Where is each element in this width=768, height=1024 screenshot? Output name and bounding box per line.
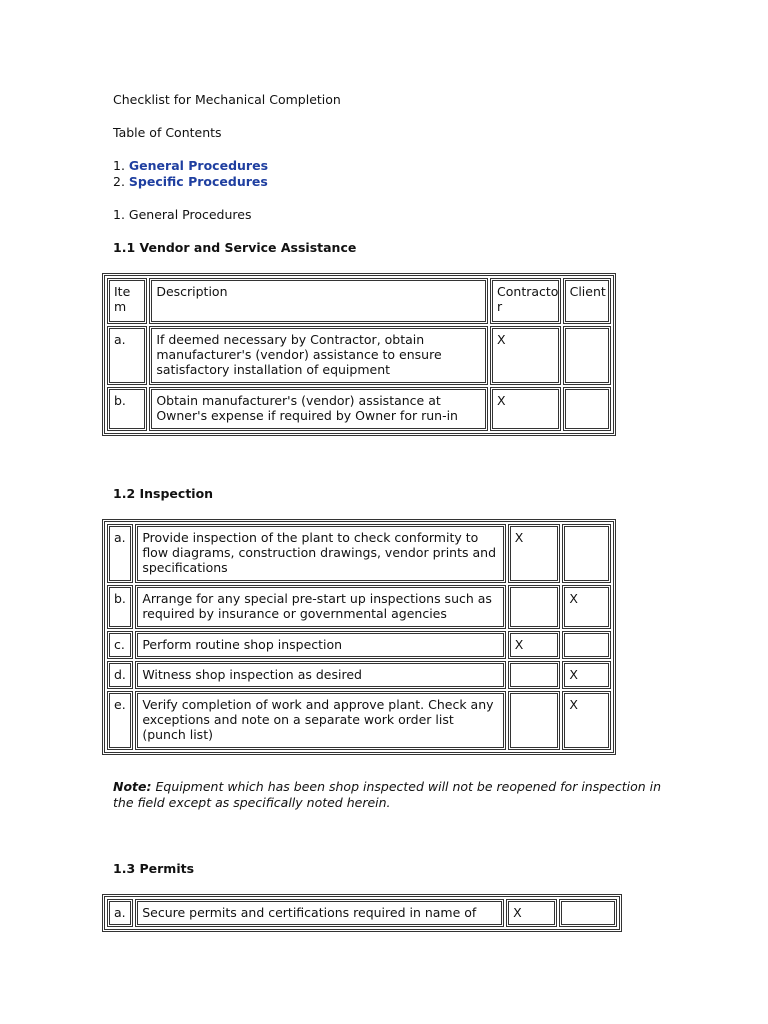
header-description: Description	[149, 278, 488, 324]
header-client: Client	[563, 278, 611, 324]
row-contractor-mark: X	[490, 326, 561, 385]
toc-item[interactable]	[113, 174, 268, 190]
row-item: a.	[107, 899, 133, 927]
table-of-contents	[113, 158, 268, 190]
row-description: Witness shop inspection as desired	[135, 661, 505, 689]
row-client-mark	[563, 387, 611, 431]
inspection-table	[102, 519, 616, 755]
toc-number: 1.	[113, 158, 125, 173]
row-client-mark	[563, 326, 611, 385]
row-client-mark: X	[562, 661, 611, 689]
section-1-2-heading: 1.2 Inspection	[113, 486, 214, 501]
vendor-assistance-table	[102, 273, 616, 436]
table-row	[107, 387, 611, 431]
row-description: If deemed necessary by Contractor, obtain manufacturer's (vendor) assistance to ensure satisfactory installation of equipment	[149, 326, 488, 385]
row-client-mark	[562, 631, 611, 659]
row-description: Verify completion of work and approve plant. Check any exceptions and note on a separate work order list (punch list)	[135, 691, 505, 750]
row-item: d.	[107, 661, 133, 689]
row-contractor-mark: X	[506, 899, 556, 927]
header-contractor: Contracto r	[490, 278, 561, 324]
table-row	[107, 524, 611, 583]
row-description: Perform routine shop inspection	[135, 631, 505, 659]
table-row	[107, 691, 611, 750]
table-header-row	[107, 278, 611, 324]
row-description: Provide inspection of the plant to check conformity to flow diagrams, construction drawings, vendor prints and specifications	[135, 524, 505, 583]
note-label: Note:	[113, 779, 152, 794]
row-client-mark: X	[562, 585, 611, 629]
toc-link-general-procedures[interactable]: General Procedures	[128, 158, 269, 173]
row-client-mark	[562, 524, 611, 583]
toc-link-specific-procedures[interactable]: Specific Procedures	[128, 174, 268, 189]
note-text: Equipment which has been shop inspected will not be reopened for inspection in the field except as specifically noted herein.	[113, 779, 662, 810]
section-1-3-heading: 1.3 Permits	[113, 861, 195, 876]
row-contractor-mark	[508, 691, 561, 750]
table-row	[107, 326, 611, 385]
inspection-note	[113, 779, 673, 811]
header-item: Ite m	[107, 278, 147, 324]
toc-heading: Table of Contents	[113, 125, 222, 140]
row-contractor-mark	[508, 585, 561, 629]
section-1-heading: 1. General Procedures	[113, 207, 252, 222]
table-row	[107, 899, 617, 927]
table-row	[107, 661, 611, 689]
row-item: e.	[107, 691, 133, 750]
row-client-mark: X	[562, 691, 611, 750]
row-contractor-mark: X	[508, 524, 561, 583]
row-item: b.	[107, 585, 133, 629]
toc-number: 2.	[113, 174, 125, 189]
row-contractor-mark	[508, 661, 561, 689]
table-row	[107, 631, 611, 659]
permits-table	[102, 894, 622, 932]
row-contractor-mark: X	[508, 631, 561, 659]
row-item: b.	[107, 387, 147, 431]
document-title: Checklist for Mechanical Completion	[113, 92, 341, 107]
table-row	[107, 585, 611, 629]
row-item: a.	[107, 326, 147, 385]
row-item: a.	[107, 524, 133, 583]
row-description: Secure permits and certifications required in name of	[135, 899, 504, 927]
row-description: Arrange for any special pre-start up inspections such as required by insurance or governmental agencies	[135, 585, 505, 629]
row-description: Obtain manufacturer's (vendor) assistance at Owner's expense if required by Owner for run-in	[149, 387, 488, 431]
row-client-mark	[559, 899, 617, 927]
row-contractor-mark: X	[490, 387, 561, 431]
section-1-1-heading: 1.1 Vendor and Service Assistance	[113, 240, 357, 255]
toc-item[interactable]	[113, 158, 268, 174]
row-item: c.	[107, 631, 133, 659]
